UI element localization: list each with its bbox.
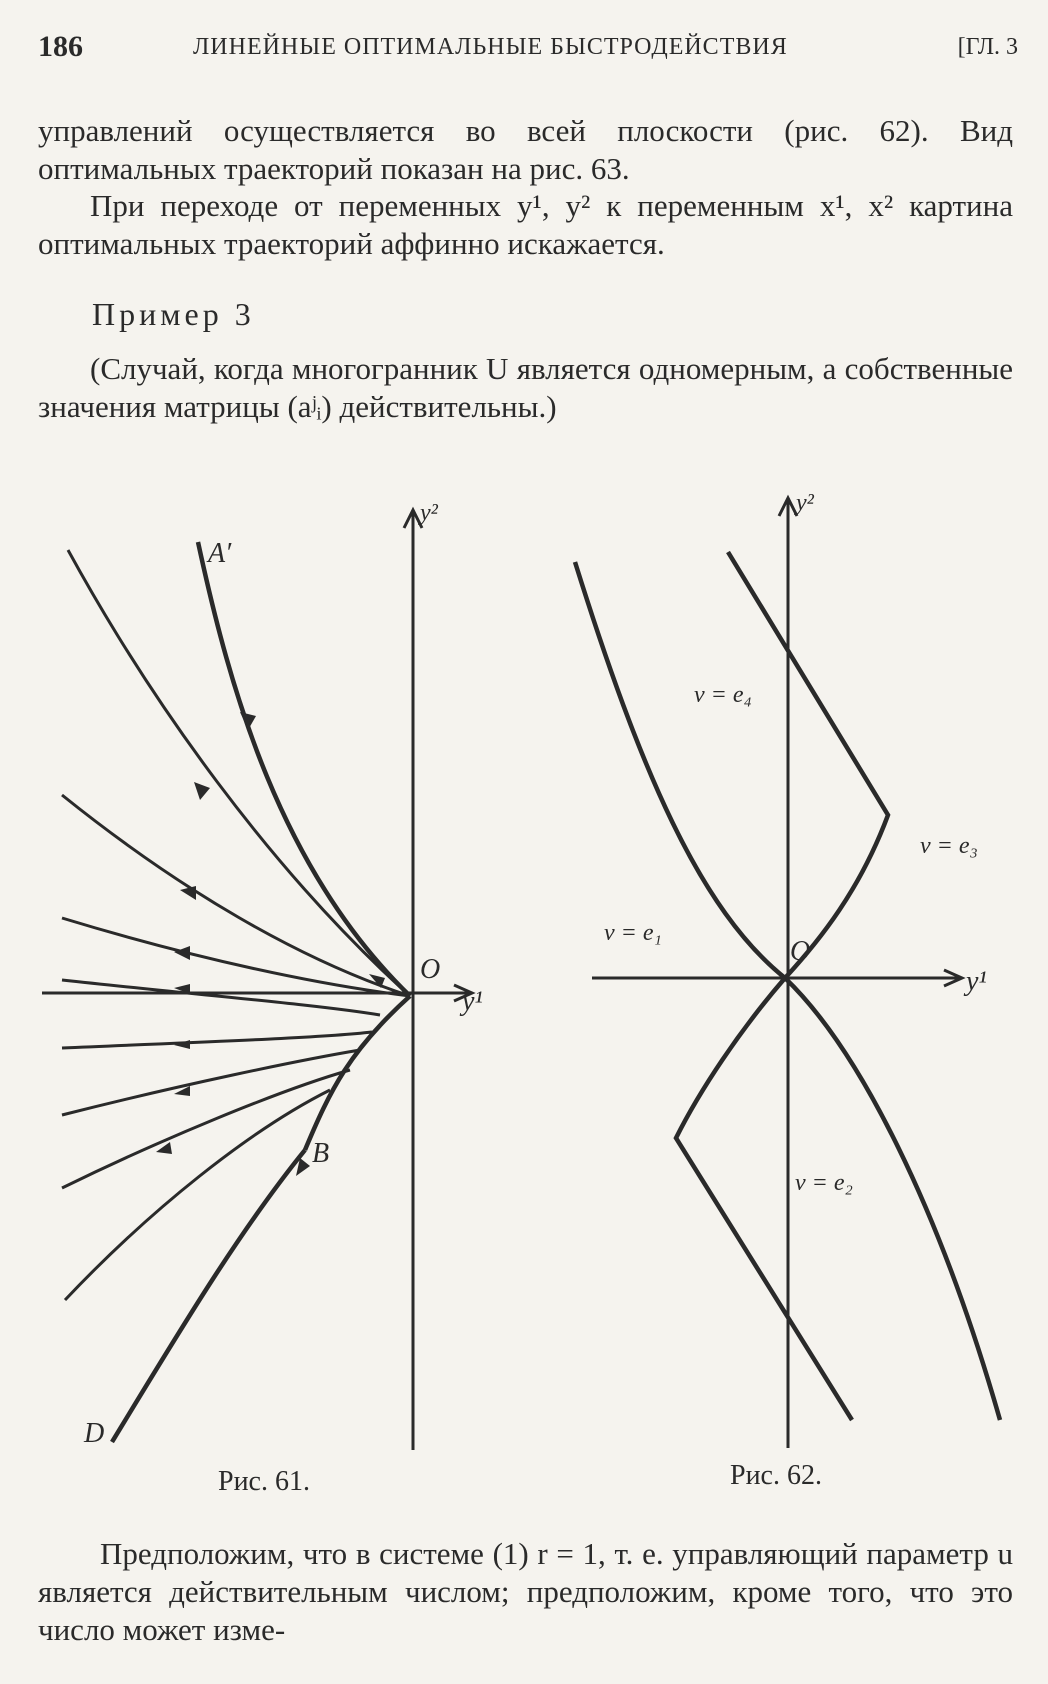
running-header <box>38 30 1018 70</box>
fig61-trajectory <box>62 1050 360 1115</box>
paragraph-4: Предположим, что в системе (1) r = 1, т. е. управляющий параметр u является действительным числом; предположим, кроме того, что это число может изме- <box>38 1536 1013 1647</box>
figure-62 <box>575 490 1000 1448</box>
fig61-arrow <box>174 946 190 960</box>
fig62-curve-lower <box>676 978 852 1420</box>
paragraph-2: При переходе от переменных y¹, y² к переменным x¹, x² картина оптимальных траекторий аффинно искажается. <box>38 188 1013 261</box>
fig61-label-O: O <box>420 954 441 985</box>
fig61-label-D: D <box>84 1418 105 1449</box>
figures <box>0 470 1048 1460</box>
fig62-label-O: O <box>790 936 811 967</box>
fig61-arrow <box>240 712 256 730</box>
example-heading: Пример 3 <box>92 296 255 332</box>
fig61-trajectory <box>68 550 410 996</box>
fig61-label-y2: y² <box>420 500 438 526</box>
figure-61-caption: Рис. 61. <box>218 1466 310 1497</box>
fig62-label-e3: v = e₃ <box>920 833 978 859</box>
fig61-trajectory <box>62 1032 372 1048</box>
paragraph-3: (Случай, когда многогранник U является одномерным, а собственные значения матрицы (aʲᵢ) действительны.) <box>38 351 1013 424</box>
fig61-arrow <box>174 1040 190 1049</box>
fig62-label-y1: y¹ <box>966 966 987 997</box>
fig61-label-B: B <box>312 1138 330 1169</box>
fig61-arrow <box>180 886 196 900</box>
fig61-switching-curve <box>305 996 410 1150</box>
fig61-trajectory-A <box>198 542 410 996</box>
fig62-label-e2: v = e₂ <box>795 1170 853 1196</box>
fig62-label-y2: y² <box>796 490 814 516</box>
running-title: ЛИНЕЙНЫЕ ОПТИМАЛЬНЫЕ БЫСТРОДЕЙСТВИЯ <box>193 34 788 60</box>
fig61-arrow <box>194 782 210 800</box>
fig61-trajectory-D <box>112 1150 305 1442</box>
fig61-label-A: A′ <box>208 538 232 569</box>
chapter-marker: [ГЛ. 3 <box>957 34 1018 60</box>
fig61-trajectory <box>65 1090 330 1300</box>
fig61-label-y1: y¹ <box>462 986 483 1017</box>
fig62-label-e4: v = e₄ <box>694 682 752 708</box>
fig62-curve-e4-e3 <box>728 552 888 978</box>
page-number: 186 <box>38 30 83 63</box>
paragraph-1: управлений осуществляется во всей плоскости (рис. 62). Вид оптимальных траекторий показан на рис. 63. <box>38 113 1013 186</box>
figure-61 <box>42 500 483 1450</box>
fig62-label-e1: v = e₁ <box>604 920 662 946</box>
figure-62-caption: Рис. 62. <box>730 1460 822 1491</box>
